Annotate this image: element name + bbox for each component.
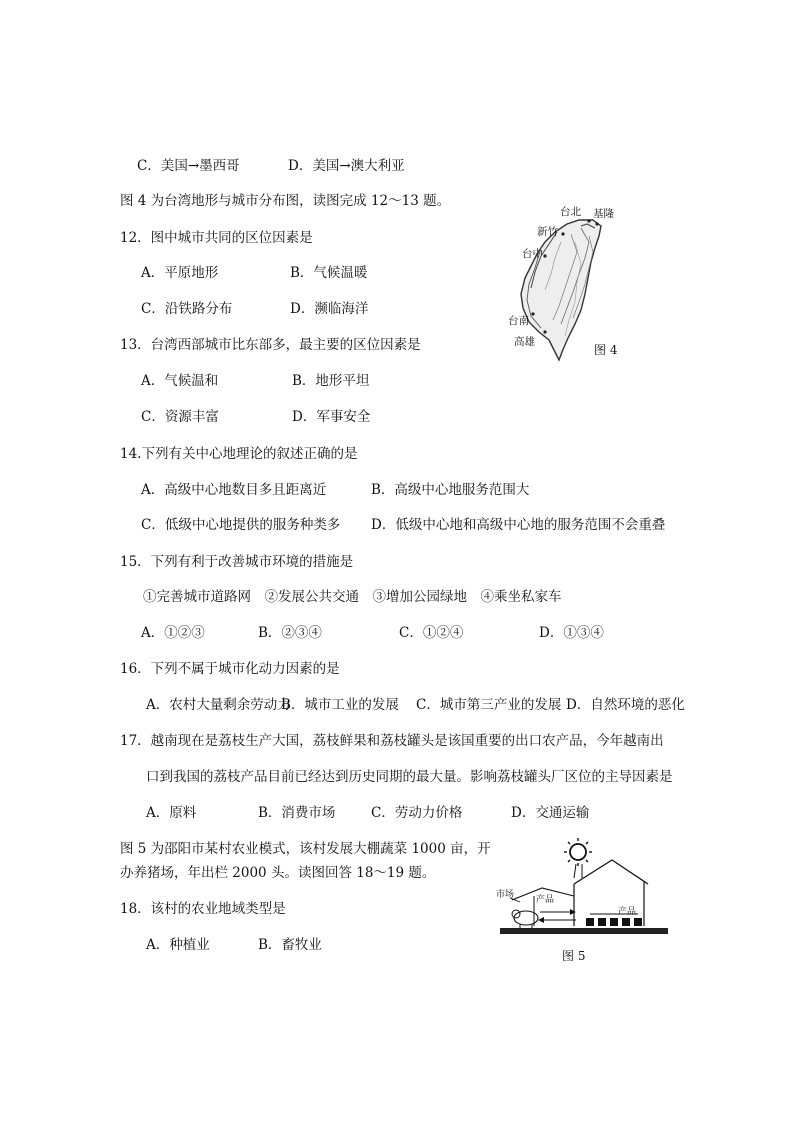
intro-fig5-line2: 办养猪场，年出栏 2000 头。读图回答 18～19 题。	[120, 865, 436, 881]
q13-option-a: A．气候温和	[141, 373, 219, 389]
sun-icon	[564, 838, 592, 866]
q15-stem: 15．下列有利于改善城市环境的措施是	[120, 554, 354, 570]
q18-option-a: A．种植业	[146, 937, 210, 953]
q17-option-c: C．劳动力价格	[371, 805, 463, 821]
q17-stem-line1: 17．越南现在是荔枝生产大国，荔枝鲜果和荔枝罐头是该国重要的出口农产品，今年越南出	[120, 733, 664, 749]
intro-fig5-line1: 图 5 为邵阳市某村农业模式，该村发展大棚蔬菜 1000 亩，开	[120, 841, 491, 857]
q14-option-a: A．高级中心地数目多且距离近	[141, 482, 327, 498]
q11-option-c: C．美国→墨西哥	[137, 158, 240, 174]
q18-option-b: B．畜牧业	[258, 937, 322, 953]
q13-option-d: D．军事安全	[292, 409, 371, 425]
intro-fig4: 图 4 为台湾地形与城市分布图，读图完成 12～13 题。	[120, 193, 451, 209]
q18-stem: 18．该村的农业地域类型是	[120, 901, 286, 917]
q17-option-a: A．原料	[146, 805, 197, 821]
q14-stem: 14.下列有关中心地理论的叙述正确的是	[120, 446, 358, 462]
q17-option-d: D．交通运输	[511, 805, 590, 821]
city-label-keelung: 基隆	[593, 208, 614, 220]
q11-option-d: D．美国→澳大利亚	[288, 158, 405, 174]
q12-option-d: D．濒临海洋	[290, 301, 369, 317]
q15-option-b: B．②③④	[258, 625, 322, 641]
label-product-1: 产品	[536, 895, 555, 905]
q16-option-a: A．农村大量剩余劳动力	[146, 697, 291, 713]
city-label-hsinchu: 新竹	[537, 226, 558, 238]
city-label-kaohsiung: 高雄	[514, 336, 535, 348]
q16-option-c: C．城市第三产业的发展	[416, 697, 562, 713]
q14-option-b: B．高级中心地服务范围大	[371, 482, 530, 498]
q17-option-b: B．消费市场	[258, 805, 336, 821]
q15-option-d: D．①③④	[539, 625, 604, 641]
label-product-2: 产品	[618, 907, 637, 917]
figure-4-caption: 图 4	[594, 343, 618, 357]
city-label-taipei: 台北	[560, 206, 581, 218]
q15-option-a: A．①②③	[141, 625, 205, 641]
q12-option-a: A．平原地形	[141, 265, 219, 281]
q15-option-c: C．①②④	[399, 625, 464, 641]
q17-stem-line2: 口到我国的荔枝产品目前已经达到历史同期的最大量。影响荔枝罐头厂区位的主导因素是	[146, 769, 673, 785]
q14-option-d: D．低级中心地和高级中心地的服务范围不会重叠	[371, 517, 666, 533]
q16-option-b: B．城市工业的发展	[281, 697, 399, 713]
q16-stem: 16．下列不属于城市化动力因素的是	[120, 661, 340, 677]
q13-option-b: B．地形平坦	[292, 373, 370, 389]
q12-stem: 12．图中城市共同的区位因素是	[120, 230, 313, 246]
city-label-taichung: 台中	[522, 248, 543, 260]
q12-option-b: B．气候温暖	[290, 265, 368, 281]
q12-option-c: C．沿铁路分布	[141, 301, 233, 317]
q14-option-c: C．低级中心地提供的服务种类多	[141, 517, 341, 533]
figure-5-caption: 图 5	[562, 949, 586, 963]
farm-diagram-drawing	[494, 838, 670, 942]
q13-stem: 13．台湾西部城市比东部多，最主要的区位因素是	[120, 337, 421, 353]
label-market: 市场	[496, 890, 515, 900]
q16-option-d: D．自然环境的恶化	[566, 697, 685, 713]
q13-option-c: C．资源丰富	[141, 409, 219, 425]
city-label-tainan: 台南	[508, 315, 529, 327]
q15-statements: ①完善城市道路网 ②发展公共交通 ③增加公园绿地 ④乘坐私家车	[143, 589, 562, 605]
